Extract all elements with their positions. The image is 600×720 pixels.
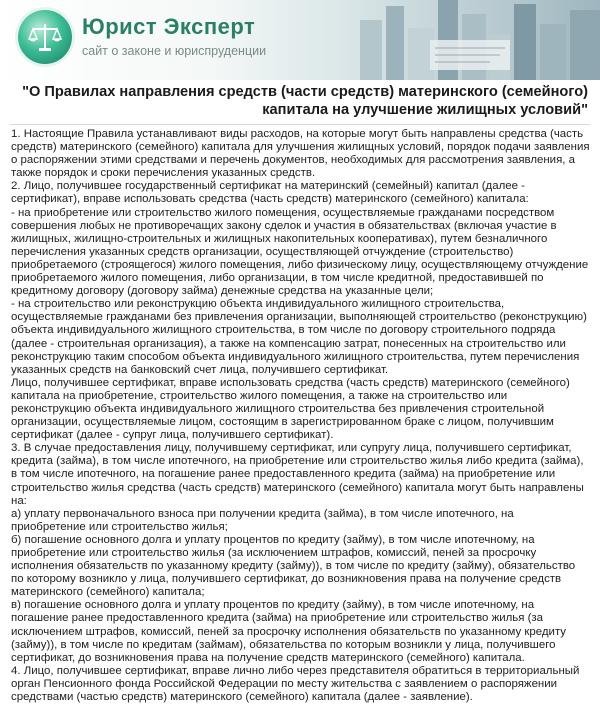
document-body: 1. Настоящие Правила устанавливают виды расходов, на которые могут быть направлены средства (часть средств) материнского (семейного) капитала для улучшения жилищных условий, порядок подачи заявления о распоряжении этими средствами и перечень документов, необходимых для рассмотрения заявления, а также порядок и сроки перечисления указанных средств. 2. Лицо, получившее государственный сертификат на материнский (семейный) капитал (далее - сертификат), вправе использовать средства (часть средств) материнского (семейного) капитала: - на приобретение или строительство жилого помещения, осуществляемые гражданами посредством совершения любых не противоречащих закону сделок и участия в обязательствах (включая участие в жилищных, жилищно-строительных и жилищных накопительных кооперативах), путем безналичного перечисления указанных средств организации, осуществляющей отчуждение (строительство) приобретаемого (строящегося) жилого помещения, либо физическому лицу, осуществляющему отчуждение приобретаемого жилого помещения, либо организации, в том числе кредитной, предоставившей по кредитному договору (договору займа) денежные средства на указанные цели; - на строительство или реконструкцию объекта индивидуального жилищного строительства, осуществляемые гражданами без привлечения организации, выполняющей строительство (реконструкцию) объекта индивидуального жилищного строительства, в том числе по договору строительного подряда (далее - строительная организация), а также на компенсацию затрат, понесенных на строительство или реконструкцию таким способом объекта индивидуального жилищного строительства, путем перечисления указанных средств на банковский счет лица, получившего сертификат. Лицо, получившее сертификат, вправе использовать средства (часть средств) материнского (семейного) капитала на приобретение, строительство жилого помещения, а также на строительство или реконструкцию объекта индивидуального жилищного строительства без привлечения строительной организации, осуществляемые лицом, состоящим в зарегистрированном браке с лицом, получившим сертификат (далее - супруг лица, получившего сертификат). 3. В случае предоставления лицу, получившему сертификат, или супругу лица, получившего сертификат, кредита (займа), в том числе ипотечного, на приобретение или строительство жилья либо кредита (займа), в том числе ипотечного, на погашение ранее предоставленного кредита (займа) на приобретение или строительство жилья средства (часть средств) материнского (семейного) капитала могут быть направлены на: а) уплату первоначального взноса при получении кредита (займа), в том числе ипотечного, на приобретение или строительство жилья; б) погашение основного долга и уплату процентов по кредиту (займу), в том числе ипотечному, на приобретение или строительство жилья (за исключением штрафов, комиссий, пеней за просрочку исполнения обязательств по указанному кредиту (займу)), в том числе по кредиту (займу), обязательство по которому возникло у лица, получившего сертификат, до возникновения права на получение средств материнского (семейного) капитала; в) погашение основного долга и уплату процентов по кредиту (займу), в том числе ипотечному, на погашение ранее предоставленного кредита (займа) на приобретение или строительство жилья (за исключением штрафов, комиссий, пеней за просрочку исполнения обязательств по указанному кредиту (займу)), в том числе по кредитам (займам), обязательства по которым возникли у лица, получившего сертификат, до возникновения права на получение средств материнского (семейного) капитала. 4. Лицо, получившее сертификат, вправе лично либо через представителя обратиться в территориальный орган Пенсионного фонда Российской Федерации по месту жительства с заявлением о распоряжении средствами (частью средств) материнского (семейного) капитала (далее - заявление). (11, 128, 590, 704)
site-name[interactable]: Юрист Эксперт (82, 14, 256, 39)
site-header (0, 0, 600, 80)
site-tagline: сайт о законе и юриспруденции (82, 44, 267, 58)
scales-icon (28, 20, 62, 54)
city-skyline-image (330, 0, 600, 80)
document-title: "О Правилах направления средств (части средств) материнского (семейного) капитала на улучшение жилищных условий" (22, 84, 588, 118)
title-divider (10, 124, 590, 125)
site-logo[interactable] (18, 10, 72, 64)
document-content (0, 80, 600, 720)
